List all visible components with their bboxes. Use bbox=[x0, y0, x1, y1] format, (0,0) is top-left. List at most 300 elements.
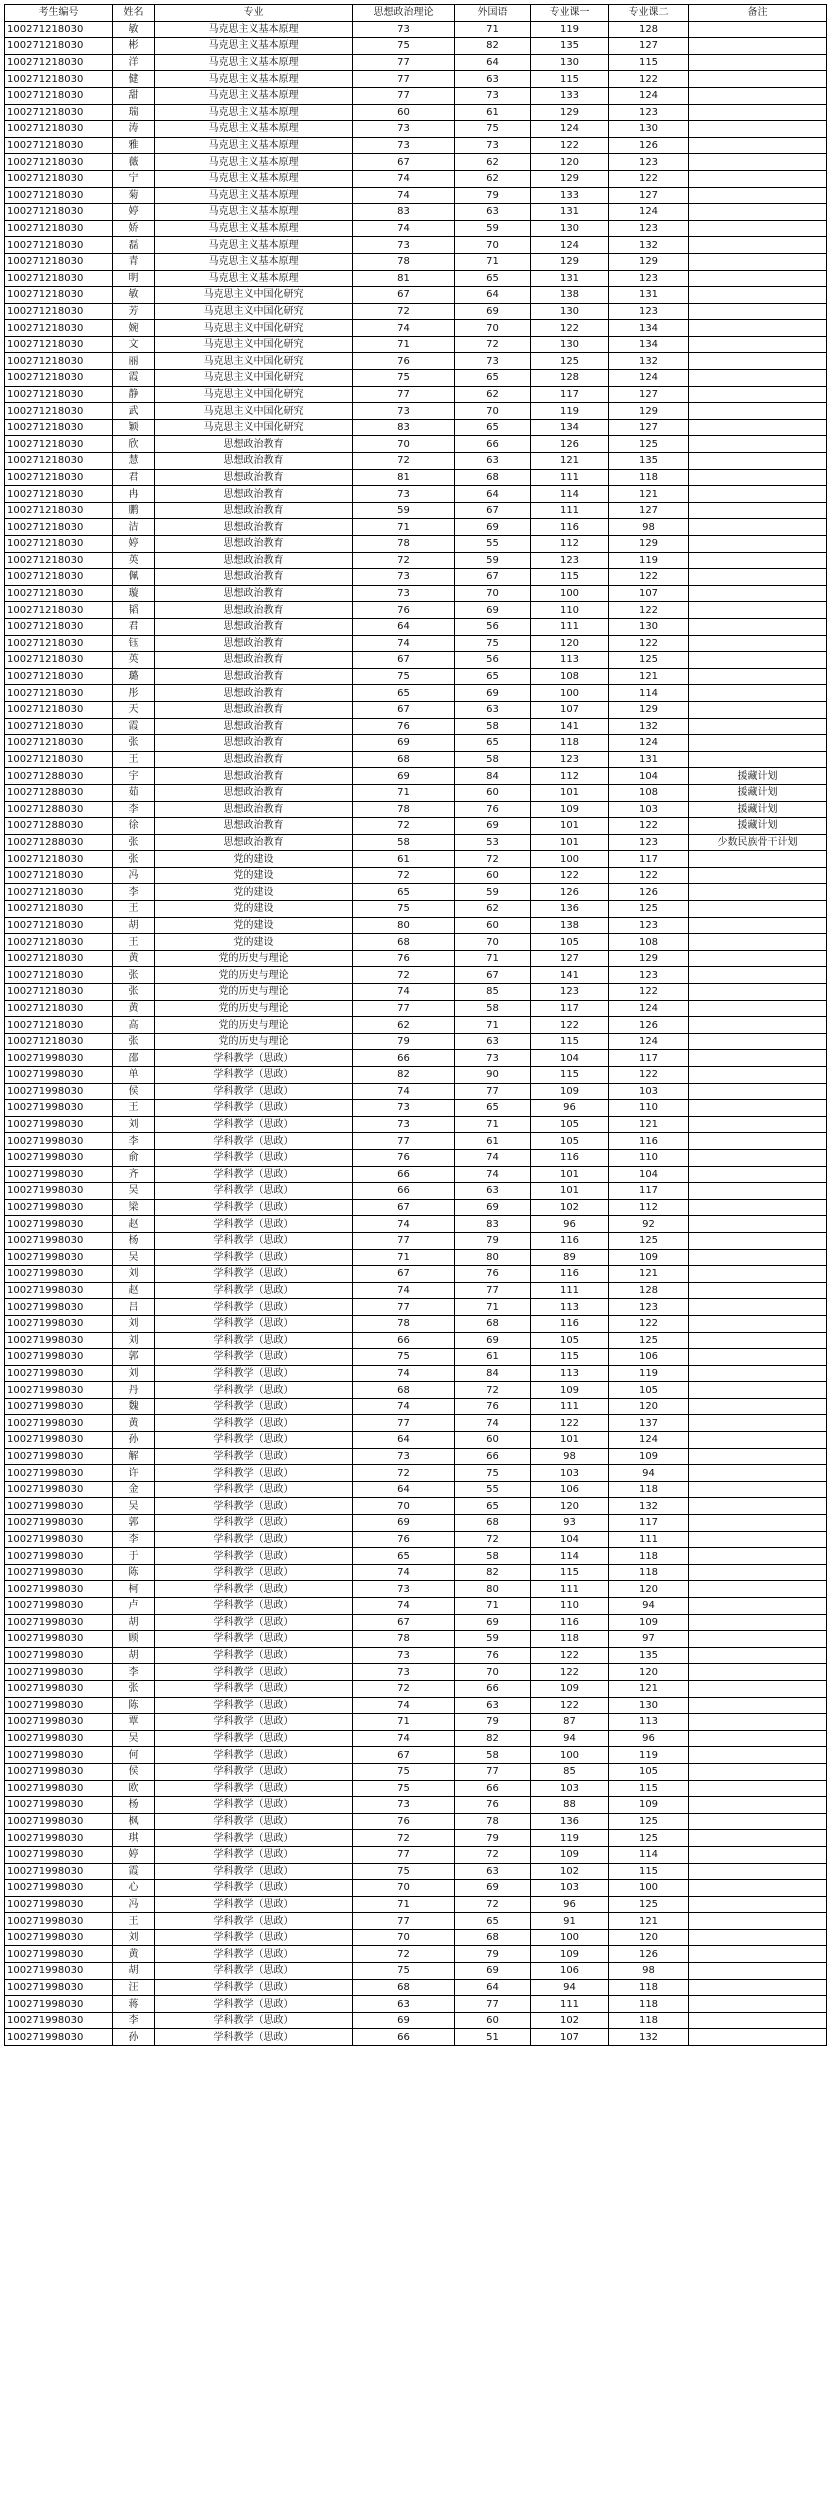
name-cell: 蒋 bbox=[113, 1996, 155, 2013]
header-major: 专业 bbox=[155, 5, 353, 22]
subject-one-score-cell: 122 bbox=[531, 1415, 609, 1432]
major-cell: 学科教学（思政） bbox=[155, 1680, 353, 1697]
major-cell: 马克思主义基本原理 bbox=[155, 54, 353, 71]
subject-one-score-cell: 119 bbox=[531, 1830, 609, 1847]
name-cell: 君 bbox=[113, 469, 155, 486]
subject-two-score-cell: 124 bbox=[609, 1033, 689, 1050]
name-cell: 胡 bbox=[113, 917, 155, 934]
exam-id-cell: 100271998030 bbox=[5, 1382, 113, 1399]
major-cell: 马克思主义基本原理 bbox=[155, 154, 353, 171]
name-cell: 单 bbox=[113, 1067, 155, 1084]
subject-one-score-cell: 120 bbox=[531, 154, 609, 171]
foreign-language-score-cell: 68 bbox=[455, 1929, 531, 1946]
major-cell: 学科教学（思政） bbox=[155, 1929, 353, 1946]
exam-id-cell: 100271218030 bbox=[5, 934, 113, 951]
exam-id-cell: 100271288030 bbox=[5, 801, 113, 818]
foreign-language-score-cell: 64 bbox=[455, 1979, 531, 1996]
subject-one-score-cell: 100 bbox=[531, 585, 609, 602]
major-cell: 学科教学（思政） bbox=[155, 1100, 353, 1117]
exam-id-cell: 100271218030 bbox=[5, 21, 113, 38]
name-cell: 黄 bbox=[113, 1946, 155, 1963]
remarks-cell bbox=[689, 237, 827, 254]
exam-id-cell: 100271998030 bbox=[5, 1880, 113, 1897]
remarks-cell bbox=[689, 652, 827, 669]
subject-two-score-cell: 122 bbox=[609, 71, 689, 88]
remarks-cell bbox=[689, 519, 827, 536]
exam-id-cell: 100271998030 bbox=[5, 1282, 113, 1299]
name-cell: 陈 bbox=[113, 1564, 155, 1581]
foreign-language-score-cell: 65 bbox=[455, 370, 531, 387]
exam-id-cell: 100271288030 bbox=[5, 818, 113, 835]
subject-two-score-cell: 115 bbox=[609, 1780, 689, 1797]
major-cell: 马克思主义基本原理 bbox=[155, 187, 353, 204]
table-row bbox=[5, 287, 827, 304]
table-row bbox=[5, 436, 827, 453]
remarks-cell: 援藏计划 bbox=[689, 768, 827, 785]
remarks-cell bbox=[689, 71, 827, 88]
table-row bbox=[5, 1846, 827, 1863]
major-cell: 思想政治教育 bbox=[155, 469, 353, 486]
subject-two-score-cell: 124 bbox=[609, 1432, 689, 1449]
subject-one-score-cell: 96 bbox=[531, 1100, 609, 1117]
subject-one-score-cell: 121 bbox=[531, 453, 609, 470]
politics-score-cell: 66 bbox=[353, 1332, 455, 1349]
remarks-cell bbox=[689, 1332, 827, 1349]
subject-one-score-cell: 116 bbox=[531, 1149, 609, 1166]
foreign-language-score-cell: 65 bbox=[455, 1913, 531, 1930]
foreign-language-score-cell: 77 bbox=[455, 1282, 531, 1299]
major-cell: 思想政治教育 bbox=[155, 569, 353, 586]
politics-score-cell: 73 bbox=[353, 1647, 455, 1664]
remarks-cell bbox=[689, 1979, 827, 1996]
exam-id-cell: 100271218030 bbox=[5, 187, 113, 204]
subject-one-score-cell: 114 bbox=[531, 486, 609, 503]
major-cell: 马克思主义基本原理 bbox=[155, 270, 353, 287]
politics-score-cell: 62 bbox=[353, 1017, 455, 1034]
remarks-cell bbox=[689, 1963, 827, 1980]
table-row bbox=[5, 934, 827, 951]
major-cell: 思想政治教育 bbox=[155, 652, 353, 669]
remarks-cell bbox=[689, 635, 827, 652]
subject-one-score-cell: 101 bbox=[531, 834, 609, 851]
politics-score-cell: 74 bbox=[353, 1564, 455, 1581]
subject-one-score-cell: 122 bbox=[531, 1697, 609, 1714]
subject-two-score-cell: 100 bbox=[609, 1880, 689, 1897]
exam-id-cell: 100271218030 bbox=[5, 469, 113, 486]
politics-score-cell: 71 bbox=[353, 519, 455, 536]
subject-two-score-cell: 121 bbox=[609, 1116, 689, 1133]
politics-score-cell: 67 bbox=[353, 701, 455, 718]
subject-one-score-cell: 126 bbox=[531, 884, 609, 901]
exam-id-cell: 100271218030 bbox=[5, 618, 113, 635]
subject-one-score-cell: 115 bbox=[531, 71, 609, 88]
major-cell: 马克思主义中国化研究 bbox=[155, 320, 353, 337]
major-cell: 学科教学（思政） bbox=[155, 1913, 353, 1930]
table-row bbox=[5, 1614, 827, 1631]
exam-id-cell: 100271218030 bbox=[5, 1000, 113, 1017]
name-cell: 梁 bbox=[113, 1199, 155, 1216]
politics-score-cell: 72 bbox=[353, 818, 455, 835]
politics-score-cell: 72 bbox=[353, 1946, 455, 1963]
politics-score-cell: 69 bbox=[353, 735, 455, 752]
table-row bbox=[5, 569, 827, 586]
exam-id-cell: 100271998030 bbox=[5, 1232, 113, 1249]
name-cell: 金 bbox=[113, 1481, 155, 1498]
table-row bbox=[5, 668, 827, 685]
exam-id-cell: 100271218030 bbox=[5, 104, 113, 121]
remarks-cell bbox=[689, 668, 827, 685]
table-row bbox=[5, 1365, 827, 1382]
subject-one-score-cell: 117 bbox=[531, 1000, 609, 1017]
subject-one-score-cell: 85 bbox=[531, 1763, 609, 1780]
subject-two-score-cell: 122 bbox=[609, 569, 689, 586]
exam-id-cell: 100271998030 bbox=[5, 1083, 113, 1100]
foreign-language-score-cell: 70 bbox=[455, 403, 531, 420]
exam-id-cell: 100271218030 bbox=[5, 486, 113, 503]
subject-one-score-cell: 89 bbox=[531, 1249, 609, 1266]
exam-id-cell: 100271998030 bbox=[5, 1598, 113, 1615]
name-cell: 张 bbox=[113, 967, 155, 984]
subject-one-score-cell: 122 bbox=[531, 867, 609, 884]
name-cell: 佩 bbox=[113, 569, 155, 586]
politics-score-cell: 67 bbox=[353, 1266, 455, 1283]
subject-one-score-cell: 136 bbox=[531, 901, 609, 918]
subject-one-score-cell: 108 bbox=[531, 668, 609, 685]
remarks-cell bbox=[689, 1232, 827, 1249]
name-cell: 李 bbox=[113, 2012, 155, 2029]
major-cell: 学科教学（思政） bbox=[155, 1299, 353, 1316]
subject-one-score-cell: 113 bbox=[531, 1299, 609, 1316]
major-cell: 学科教学（思政） bbox=[155, 1349, 353, 1366]
name-cell: 胡 bbox=[113, 1963, 155, 1980]
exam-id-cell: 100271218030 bbox=[5, 751, 113, 768]
politics-score-cell: 66 bbox=[353, 1050, 455, 1067]
table-row bbox=[5, 1913, 827, 1930]
name-cell: 张 bbox=[113, 1680, 155, 1697]
major-cell: 学科教学（思政） bbox=[155, 1830, 353, 1847]
table-row bbox=[5, 1033, 827, 1050]
table-row bbox=[5, 21, 827, 38]
foreign-language-score-cell: 62 bbox=[455, 170, 531, 187]
name-cell: 李 bbox=[113, 1531, 155, 1548]
subject-two-score-cell: 98 bbox=[609, 1963, 689, 1980]
table-row bbox=[5, 884, 827, 901]
politics-score-cell: 72 bbox=[353, 967, 455, 984]
exam-id-cell: 100271218030 bbox=[5, 569, 113, 586]
subject-two-score-cell: 132 bbox=[609, 237, 689, 254]
table-row bbox=[5, 353, 827, 370]
remarks-cell bbox=[689, 1481, 827, 1498]
politics-score-cell: 77 bbox=[353, 54, 455, 71]
remarks-cell bbox=[689, 552, 827, 569]
foreign-language-score-cell: 58 bbox=[455, 1548, 531, 1565]
table-row bbox=[5, 1017, 827, 1034]
subject-one-score-cell: 88 bbox=[531, 1797, 609, 1814]
table-row bbox=[5, 1332, 827, 1349]
exam-id-cell: 100271998030 bbox=[5, 1830, 113, 1847]
subject-one-score-cell: 116 bbox=[531, 1266, 609, 1283]
name-cell: 张 bbox=[113, 984, 155, 1001]
remarks-cell bbox=[689, 1581, 827, 1598]
header-foreign-language: 外国语 bbox=[455, 5, 531, 22]
exam-id-cell: 100271998030 bbox=[5, 1963, 113, 1980]
remarks-cell bbox=[689, 1299, 827, 1316]
table-row bbox=[5, 1067, 827, 1084]
name-cell: 琪 bbox=[113, 1830, 155, 1847]
name-cell: 胡 bbox=[113, 1614, 155, 1631]
table-row bbox=[5, 1647, 827, 1664]
name-cell: 武 bbox=[113, 403, 155, 420]
subject-two-score-cell: 98 bbox=[609, 519, 689, 536]
subject-one-score-cell: 123 bbox=[531, 751, 609, 768]
major-cell: 学科教学（思政） bbox=[155, 1581, 353, 1598]
remarks-cell bbox=[689, 353, 827, 370]
exam-id-cell: 100271218030 bbox=[5, 552, 113, 569]
name-cell: 郭 bbox=[113, 1515, 155, 1532]
table-row bbox=[5, 121, 827, 138]
remarks-cell bbox=[689, 1382, 827, 1399]
table-row bbox=[5, 154, 827, 171]
remarks-cell: 援藏计划 bbox=[689, 801, 827, 818]
foreign-language-score-cell: 82 bbox=[455, 1730, 531, 1747]
name-cell: 刘 bbox=[113, 1929, 155, 1946]
politics-score-cell: 76 bbox=[353, 1531, 455, 1548]
major-cell: 党的建设 bbox=[155, 867, 353, 884]
politics-score-cell: 72 bbox=[353, 453, 455, 470]
name-cell: 高 bbox=[113, 1017, 155, 1034]
remarks-cell bbox=[689, 204, 827, 221]
subject-two-score-cell: 127 bbox=[609, 419, 689, 436]
name-cell: 赵 bbox=[113, 1216, 155, 1233]
exam-id-cell: 100271998030 bbox=[5, 1531, 113, 1548]
remarks-cell bbox=[689, 1697, 827, 1714]
header-name: 姓名 bbox=[113, 5, 155, 22]
foreign-language-score-cell: 69 bbox=[455, 1614, 531, 1631]
table-row bbox=[5, 1979, 827, 1996]
major-cell: 学科教学（思政） bbox=[155, 1598, 353, 1615]
subject-two-score-cell: 125 bbox=[609, 652, 689, 669]
major-cell: 思想政治教育 bbox=[155, 436, 353, 453]
politics-score-cell: 74 bbox=[353, 187, 455, 204]
politics-score-cell: 64 bbox=[353, 1432, 455, 1449]
header-exam-id: 考生编号 bbox=[5, 5, 113, 22]
table-row bbox=[5, 635, 827, 652]
table-row bbox=[5, 1199, 827, 1216]
remarks-cell bbox=[689, 121, 827, 138]
remarks-cell bbox=[689, 1498, 827, 1515]
subject-two-score-cell: 137 bbox=[609, 1415, 689, 1432]
name-cell: 颖 bbox=[113, 419, 155, 436]
subject-two-score-cell: 130 bbox=[609, 618, 689, 635]
major-cell: 党的历史与理论 bbox=[155, 967, 353, 984]
politics-score-cell: 75 bbox=[353, 1780, 455, 1797]
table-row bbox=[5, 137, 827, 154]
exam-id-cell: 100271218030 bbox=[5, 287, 113, 304]
table-row bbox=[5, 1183, 827, 1200]
table-row bbox=[5, 1216, 827, 1233]
politics-score-cell: 63 bbox=[353, 1996, 455, 2013]
politics-score-cell: 74 bbox=[353, 1398, 455, 1415]
table-row bbox=[5, 1714, 827, 1731]
table-row bbox=[5, 486, 827, 503]
politics-score-cell: 73 bbox=[353, 403, 455, 420]
foreign-language-score-cell: 71 bbox=[455, 1299, 531, 1316]
exam-id-cell: 100271998030 bbox=[5, 1664, 113, 1681]
foreign-language-score-cell: 64 bbox=[455, 486, 531, 503]
politics-score-cell: 67 bbox=[353, 154, 455, 171]
foreign-language-score-cell: 90 bbox=[455, 1067, 531, 1084]
name-cell: 瑞 bbox=[113, 104, 155, 121]
subject-two-score-cell: 109 bbox=[609, 1448, 689, 1465]
major-cell: 党的建设 bbox=[155, 884, 353, 901]
table-row bbox=[5, 38, 827, 55]
politics-score-cell: 73 bbox=[353, 121, 455, 138]
exam-id-cell: 100271998030 bbox=[5, 1498, 113, 1515]
exam-id-cell: 100271218030 bbox=[5, 419, 113, 436]
exam-id-cell: 100271218030 bbox=[5, 54, 113, 71]
exam-id-cell: 100271998030 bbox=[5, 1846, 113, 1863]
name-cell: 齐 bbox=[113, 1166, 155, 1183]
name-cell: 茹 bbox=[113, 784, 155, 801]
exam-id-cell: 100271998030 bbox=[5, 1763, 113, 1780]
subject-two-score-cell: 118 bbox=[609, 1979, 689, 1996]
table-row bbox=[5, 685, 827, 702]
table-row bbox=[5, 1813, 827, 1830]
major-cell: 学科教学（思政） bbox=[155, 1797, 353, 1814]
table-row bbox=[5, 1266, 827, 1283]
exam-id-cell: 100271218030 bbox=[5, 718, 113, 735]
name-cell: 李 bbox=[113, 801, 155, 818]
major-cell: 思想政治教育 bbox=[155, 536, 353, 553]
table-row bbox=[5, 1382, 827, 1399]
remarks-cell bbox=[689, 1448, 827, 1465]
foreign-language-score-cell: 63 bbox=[455, 1183, 531, 1200]
politics-score-cell: 74 bbox=[353, 170, 455, 187]
subject-two-score-cell: 130 bbox=[609, 1697, 689, 1714]
politics-score-cell: 73 bbox=[353, 1116, 455, 1133]
politics-score-cell: 83 bbox=[353, 419, 455, 436]
table-row bbox=[5, 1249, 827, 1266]
remarks-cell bbox=[689, 253, 827, 270]
exam-id-cell: 100271218030 bbox=[5, 1033, 113, 1050]
table-row bbox=[5, 801, 827, 818]
foreign-language-score-cell: 66 bbox=[455, 1780, 531, 1797]
foreign-language-score-cell: 84 bbox=[455, 768, 531, 785]
major-cell: 马克思主义中国化研究 bbox=[155, 353, 353, 370]
politics-score-cell: 76 bbox=[353, 353, 455, 370]
subject-two-score-cell: 121 bbox=[609, 486, 689, 503]
major-cell: 马克思主义基本原理 bbox=[155, 237, 353, 254]
subject-one-score-cell: 105 bbox=[531, 934, 609, 951]
subject-two-score-cell: 121 bbox=[609, 1680, 689, 1697]
politics-score-cell: 78 bbox=[353, 536, 455, 553]
foreign-language-score-cell: 72 bbox=[455, 851, 531, 868]
subject-two-score-cell: 125 bbox=[609, 1896, 689, 1913]
subject-one-score-cell: 122 bbox=[531, 1647, 609, 1664]
politics-score-cell: 77 bbox=[353, 386, 455, 403]
exam-id-cell: 100271998030 bbox=[5, 1349, 113, 1366]
exam-id-cell: 100271998030 bbox=[5, 1415, 113, 1432]
exam-id-cell: 100271218030 bbox=[5, 701, 113, 718]
politics-score-cell: 64 bbox=[353, 618, 455, 635]
subject-one-score-cell: 111 bbox=[531, 502, 609, 519]
name-cell: 霞 bbox=[113, 718, 155, 735]
name-cell: 孙 bbox=[113, 2029, 155, 2046]
subject-two-score-cell: 120 bbox=[609, 1664, 689, 1681]
remarks-cell bbox=[689, 1614, 827, 1631]
subject-two-score-cell: 123 bbox=[609, 1299, 689, 1316]
remarks-cell bbox=[689, 1166, 827, 1183]
name-cell: 张 bbox=[113, 851, 155, 868]
foreign-language-score-cell: 70 bbox=[455, 1664, 531, 1681]
subject-one-score-cell: 130 bbox=[531, 303, 609, 320]
subject-two-score-cell: 123 bbox=[609, 834, 689, 851]
foreign-language-score-cell: 58 bbox=[455, 1747, 531, 1764]
table-row bbox=[5, 386, 827, 403]
name-cell: 心 bbox=[113, 1880, 155, 1897]
politics-score-cell: 65 bbox=[353, 685, 455, 702]
major-cell: 学科教学（思政） bbox=[155, 1564, 353, 1581]
major-cell: 学科教学（思政） bbox=[155, 1963, 353, 1980]
major-cell: 学科教学（思政） bbox=[155, 1133, 353, 1150]
major-cell: 马克思主义基本原理 bbox=[155, 87, 353, 104]
foreign-language-score-cell: 75 bbox=[455, 121, 531, 138]
table-row bbox=[5, 1465, 827, 1482]
remarks-cell bbox=[689, 1266, 827, 1283]
table-row bbox=[5, 1946, 827, 1963]
subject-one-score-cell: 111 bbox=[531, 1996, 609, 2013]
subject-two-score-cell: 117 bbox=[609, 1050, 689, 1067]
subject-two-score-cell: 106 bbox=[609, 1349, 689, 1366]
foreign-language-score-cell: 65 bbox=[455, 735, 531, 752]
exam-id-cell: 100271998030 bbox=[5, 1896, 113, 1913]
major-cell: 学科教学（思政） bbox=[155, 1067, 353, 1084]
subject-two-score-cell: 129 bbox=[609, 536, 689, 553]
table-row bbox=[5, 1315, 827, 1332]
remarks-cell bbox=[689, 1846, 827, 1863]
subject-two-score-cell: 135 bbox=[609, 453, 689, 470]
remarks-cell bbox=[689, 1714, 827, 1731]
subject-two-score-cell: 109 bbox=[609, 1614, 689, 1631]
subject-one-score-cell: 120 bbox=[531, 1498, 609, 1515]
exam-id-cell: 100271218030 bbox=[5, 403, 113, 420]
remarks-cell bbox=[689, 984, 827, 1001]
foreign-language-score-cell: 60 bbox=[455, 867, 531, 884]
politics-score-cell: 71 bbox=[353, 1896, 455, 1913]
remarks-cell bbox=[689, 2012, 827, 2029]
politics-score-cell: 78 bbox=[353, 253, 455, 270]
exam-id-cell: 100271218030 bbox=[5, 685, 113, 702]
politics-score-cell: 77 bbox=[353, 1232, 455, 1249]
remarks-cell bbox=[689, 370, 827, 387]
subject-one-score-cell: 101 bbox=[531, 1432, 609, 1449]
remarks-cell bbox=[689, 287, 827, 304]
remarks-cell bbox=[689, 38, 827, 55]
name-cell: 刘 bbox=[113, 1116, 155, 1133]
subject-one-score-cell: 110 bbox=[531, 602, 609, 619]
foreign-language-score-cell: 76 bbox=[455, 1797, 531, 1814]
remarks-cell bbox=[689, 950, 827, 967]
subject-two-score-cell: 123 bbox=[609, 104, 689, 121]
subject-one-score-cell: 116 bbox=[531, 1614, 609, 1631]
remarks-cell bbox=[689, 1747, 827, 1764]
foreign-language-score-cell: 69 bbox=[455, 685, 531, 702]
table-row bbox=[5, 1432, 827, 1449]
table-row bbox=[5, 1531, 827, 1548]
name-cell: 刘 bbox=[113, 1365, 155, 1382]
foreign-language-score-cell: 80 bbox=[455, 1249, 531, 1266]
subject-one-score-cell: 127 bbox=[531, 950, 609, 967]
